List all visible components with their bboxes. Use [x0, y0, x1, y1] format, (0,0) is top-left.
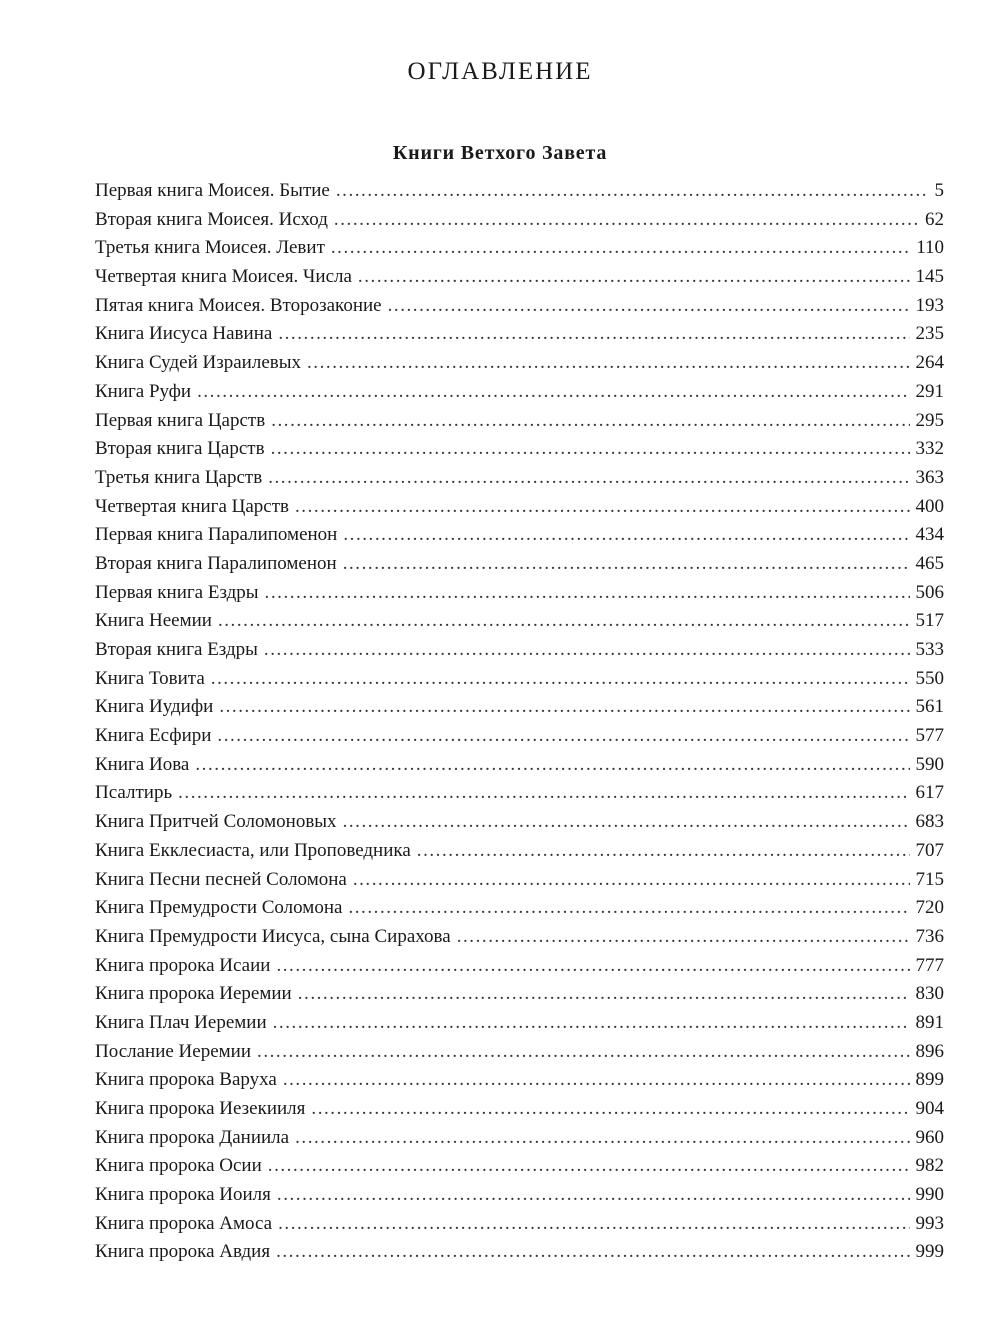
toc-entry — [95, 1152, 944, 1181]
toc-entry-page: 332 — [915, 438, 944, 460]
toc-entry-page: 5 — [934, 180, 944, 201]
toc-entry-page: 777 — [915, 954, 944, 976]
toc-entry — [95, 636, 944, 665]
toc-entry-title: Книга Есфири — [95, 725, 212, 747]
toc-entry-page: 904 — [915, 1098, 944, 1119]
dot-leader — [307, 349, 910, 378]
toc-entry-page: 561 — [915, 696, 944, 718]
toc-entry-page: 235 — [915, 323, 944, 345]
toc-entry-title: Книга Иудифи — [95, 696, 214, 718]
toc-entry-page: 517 — [915, 610, 944, 632]
dot-leader — [257, 1038, 909, 1067]
toc-entry-title: Книга пророка Иеремии — [95, 983, 292, 1005]
toc-entry-page: 982 — [915, 1155, 944, 1177]
dot-leader — [268, 464, 909, 493]
toc-entry-page: 434 — [915, 524, 944, 546]
toc-entry — [95, 1210, 944, 1239]
toc-entry-title: Книга пророка Исаии — [95, 954, 271, 976]
toc-entry — [95, 1124, 944, 1153]
dot-leader — [195, 751, 909, 780]
toc-entry-title: Вторая книга Царств — [95, 438, 265, 460]
toc-entry-page: 990 — [915, 1184, 944, 1206]
toc-entry — [95, 1066, 944, 1095]
toc-entry — [95, 464, 944, 493]
toc-entry-page: 62 — [925, 208, 944, 230]
toc-entry-title: Книга Премудрости Иисуса, сына Сирахова — [95, 925, 451, 947]
toc-entry — [95, 665, 944, 694]
toc-entry — [95, 952, 944, 981]
toc-entry-title: Книга пророка Осии — [95, 1155, 262, 1177]
dot-leader — [283, 1066, 910, 1095]
dot-leader — [276, 952, 909, 981]
toc-entry — [95, 378, 944, 407]
toc-entry — [95, 1238, 944, 1267]
toc-entry-page: 617 — [915, 782, 944, 804]
toc-entry — [95, 349, 944, 378]
toc-entry-page: 400 — [915, 495, 944, 517]
section-title: Книги Ветхого Завета — [392, 142, 608, 164]
toc-entry-page: 577 — [915, 725, 944, 747]
dot-leader — [271, 407, 909, 436]
toc-entry-title: Книга пророка Иезекииля — [95, 1098, 306, 1119]
toc-entry-title: Вторая книга Моисея. Исход — [95, 208, 328, 230]
toc-entry-title: Книга пророка Авдия — [95, 1241, 271, 1263]
toc-entry-title: Книга Иисуса Навина — [95, 323, 273, 345]
toc-entry-page: 264 — [915, 352, 944, 374]
dot-leader — [277, 1181, 910, 1210]
dot-leader — [457, 923, 910, 952]
toc-entry — [95, 550, 944, 579]
toc-entry-title: Книга пророка Амоса — [95, 1212, 273, 1234]
dot-leader — [417, 837, 910, 866]
toc-entry-page: 145 — [915, 266, 944, 288]
toc-entry-page: 899 — [915, 1069, 944, 1091]
toc-entry — [95, 779, 944, 808]
toc-entry — [95, 263, 944, 292]
toc-entry-page: 707 — [915, 839, 944, 861]
toc-entry-page: 465 — [915, 552, 944, 574]
toc-entry-title: Книга Руфи — [95, 380, 192, 402]
toc-entry-page: 193 — [915, 294, 944, 316]
toc-entry-page: 506 — [915, 581, 944, 603]
dot-leader — [295, 1124, 909, 1153]
toc-entry — [95, 980, 944, 1009]
toc-entry-page: 830 — [915, 983, 944, 1005]
toc-entry — [95, 435, 944, 464]
toc-entry-title: Книга Иова — [95, 753, 190, 775]
dot-leader — [264, 636, 910, 665]
toc-entry-title: Книга Песни песней Соломона — [95, 868, 347, 890]
table-of-contents — [95, 177, 944, 1267]
toc-entry — [95, 923, 944, 952]
toc-entry — [95, 607, 944, 636]
toc-entry-title: Книга пророка Варуха — [95, 1069, 277, 1091]
dot-leader — [197, 378, 909, 407]
toc-entry-title: Псалтирь — [95, 782, 173, 804]
toc-entry — [95, 751, 944, 780]
dot-leader — [265, 579, 910, 608]
dot-leader — [278, 320, 909, 349]
toc-entry — [95, 808, 944, 837]
toc-entry-title: Вторая книга Ездры — [95, 639, 258, 660]
dot-leader — [219, 693, 909, 722]
toc-entry-title: Послание Иеремии — [95, 1040, 252, 1062]
toc-entry-page: 533 — [915, 639, 944, 660]
dot-leader — [348, 894, 909, 923]
toc-entry-title: Четвертая книга Царств — [95, 495, 289, 517]
toc-entry-title: Пятая книга Моисея. Второзаконие — [95, 294, 382, 316]
dot-leader — [273, 1009, 910, 1038]
toc-entry — [95, 1095, 944, 1124]
toc-entry-page: 295 — [915, 409, 944, 431]
toc-entry-title: Третья книга Моисея. Левит — [95, 237, 325, 259]
toc-entry — [95, 292, 944, 321]
page-title: ОГЛАВЛЕНИЕ — [407, 58, 593, 85]
toc-entry-title: Книга Неемии — [95, 610, 212, 632]
dot-leader — [218, 607, 910, 636]
toc-entry-title: Первая книга Паралипоменон — [95, 524, 338, 546]
dot-leader — [276, 1238, 909, 1267]
dot-leader — [271, 435, 910, 464]
dot-leader — [343, 550, 910, 579]
toc-entry — [95, 206, 944, 235]
dot-leader — [298, 980, 910, 1009]
toc-entry-title: Книга Судей Израилевых — [95, 352, 301, 374]
dot-leader — [358, 263, 910, 292]
dot-leader — [331, 234, 910, 263]
toc-entry-page: 736 — [915, 925, 944, 947]
toc-entry — [95, 177, 944, 206]
toc-entry-title: Книга Притчей Соломоновых — [95, 811, 337, 833]
dot-leader — [278, 1210, 909, 1239]
toc-entry-title: Четвертая книга Моисея. Числа — [95, 266, 352, 288]
toc-entry — [95, 493, 944, 522]
toc-entry — [95, 579, 944, 608]
dot-leader — [353, 866, 910, 895]
toc-entry-page: 960 — [915, 1126, 944, 1148]
toc-entry-page: 363 — [915, 466, 944, 488]
toc-entry-page: 683 — [915, 811, 944, 833]
dot-leader — [343, 521, 909, 550]
toc-entry-page: 715 — [915, 868, 944, 890]
toc-entry-title: Третья книга Царств — [95, 466, 263, 488]
dot-leader — [334, 206, 919, 235]
toc-entry-title: Книга Плач Иеремии — [95, 1011, 267, 1033]
dot-leader — [295, 493, 910, 522]
toc-entry-title: Книга Товита — [95, 667, 205, 689]
dot-leader — [268, 1152, 910, 1181]
toc-entry-page: 550 — [915, 667, 944, 689]
toc-entry — [95, 521, 944, 550]
dot-leader — [211, 665, 910, 694]
toc-entry — [95, 837, 944, 866]
toc-entry-page: 896 — [915, 1040, 944, 1062]
toc-entry-title: Вторая книга Паралипоменон — [95, 552, 337, 574]
toc-entry-page: 999 — [915, 1241, 944, 1263]
toc-entry-title: Первая книга Моисея. Бытие — [95, 180, 330, 201]
toc-entry — [95, 722, 944, 751]
toc-entry-title: Первая книга Царств — [95, 409, 266, 431]
dot-leader — [388, 292, 910, 321]
toc-entry — [95, 234, 944, 263]
toc-entry — [95, 407, 944, 436]
toc-entry-title: Первая книга Ездры — [95, 581, 259, 603]
toc-entry — [95, 693, 944, 722]
toc-entry-title: Книга Премудрости Соломона — [95, 897, 343, 919]
dot-leader — [311, 1095, 909, 1124]
dot-leader — [217, 722, 909, 751]
toc-entry — [95, 1009, 944, 1038]
dot-leader — [336, 177, 929, 206]
dot-leader — [178, 779, 909, 808]
toc-entry-page: 891 — [915, 1011, 944, 1033]
toc-entry-title: Книга пророка Даниила — [95, 1126, 290, 1148]
toc-entry — [95, 1181, 944, 1210]
toc-entry-title: Книга Екклесиаста, или Проповедника — [95, 839, 411, 861]
toc-entry — [95, 320, 944, 349]
toc-entry-page: 590 — [915, 753, 944, 775]
toc-entry-page: 291 — [915, 380, 944, 402]
toc-entry-page: 110 — [916, 237, 944, 259]
toc-entry-title: Книга пророка Иоиля — [95, 1184, 271, 1206]
toc-entry — [95, 894, 944, 923]
toc-entry-page: 993 — [915, 1212, 944, 1234]
toc-entry — [95, 866, 944, 895]
toc-entry — [95, 1038, 944, 1067]
dot-leader — [343, 808, 910, 837]
toc-entry-page: 720 — [915, 897, 944, 919]
